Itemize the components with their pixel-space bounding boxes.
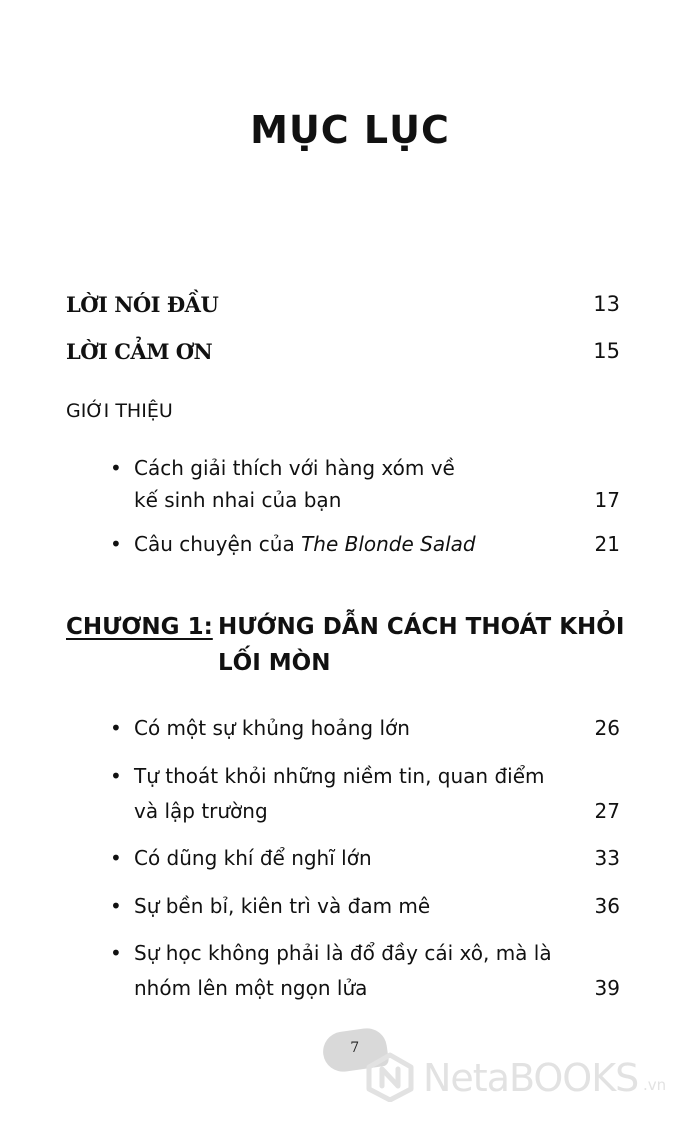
watermark-suffix: .vn (643, 1076, 667, 1094)
toc-bullet-item[interactable] (110, 894, 620, 926)
toc-entry-label: LỜI NÓI ĐẦU (66, 292, 219, 317)
chapter-title-line2: LỐI MÒN (218, 650, 331, 676)
toc-bullet-page: 36 (594, 894, 620, 918)
toc-bullet-item[interactable] (110, 846, 620, 878)
toc-bullet-line: Sự bền bỉ, kiên trì và đam mê (134, 894, 431, 918)
toc-bullet-line: Cách giải thích với hàng xóm về (134, 456, 455, 480)
bullet-icon: • (110, 456, 122, 480)
toc-bullet-page: 26 (594, 716, 620, 740)
toc-bullet-line: Có một sự khủng hoảng lớn (134, 716, 410, 740)
bullet-icon: • (110, 941, 122, 965)
toc-bullet-line: Có dũng khí để nghĩ lớn (134, 846, 372, 870)
toc-bullet-line: Tự thoát khỏi những niềm tin, quan điểm (134, 764, 545, 788)
toc-bullet-page: 39 (594, 976, 620, 1000)
toc-bullet-page: 21 (594, 532, 620, 556)
toc-bullet-line: Sự học không phải là đổ đầy cái xô, mà là (134, 941, 552, 965)
toc-bullet-line: kế sinh nhai của bạn (134, 488, 342, 512)
toc-bullet-item[interactable] (110, 764, 620, 828)
bullet-icon: • (110, 532, 122, 556)
toc-bullet-page: 17 (594, 488, 620, 512)
toc-bullet-text: Câu chuyện của (134, 532, 302, 556)
chapter-number: CHƯƠNG 1: (66, 614, 213, 640)
toc-bullet-page: 27 (594, 799, 620, 823)
chapter-heading[interactable] (66, 614, 625, 676)
section-heading-intro: GIỚI THIỆU (66, 400, 173, 422)
bullet-icon: • (110, 716, 122, 740)
toc-entry-label: LỜI CẢM ƠN (66, 339, 213, 364)
bullet-icon: • (110, 894, 122, 918)
toc-entry-page: 15 (593, 339, 620, 363)
bullet-icon: • (110, 846, 122, 870)
watermark (365, 1048, 685, 1108)
toc-bullet-item[interactable] (110, 456, 620, 520)
toc-entry-page: 13 (593, 292, 620, 316)
page-number: 7 (350, 1040, 360, 1057)
toc-bullet-italic-title: The Blonde Salad (301, 532, 476, 556)
toc-bullet-line (134, 532, 476, 556)
chapter-title-line1: HƯỚNG DẪN CÁCH THOÁT KHỎI (218, 614, 625, 640)
page-title: MỤC LỤC (250, 108, 450, 152)
toc-bullet-item[interactable] (110, 532, 620, 564)
toc-bullet-line: và lập trường (134, 799, 268, 823)
watermark-text: NetaBOOKS (423, 1056, 639, 1100)
toc-bullet-item[interactable] (110, 716, 620, 748)
toc-bullet-item[interactable] (110, 941, 620, 1005)
toc-entry-foreword[interactable] (66, 292, 620, 326)
bullet-icon: • (110, 764, 122, 788)
toc-bullet-page: 33 (594, 846, 620, 870)
netabooks-logo-icon (365, 1052, 415, 1102)
toc-entry-acknowledgements[interactable] (66, 339, 620, 373)
toc-bullet-line: nhóm lên một ngọn lửa (134, 976, 368, 1000)
